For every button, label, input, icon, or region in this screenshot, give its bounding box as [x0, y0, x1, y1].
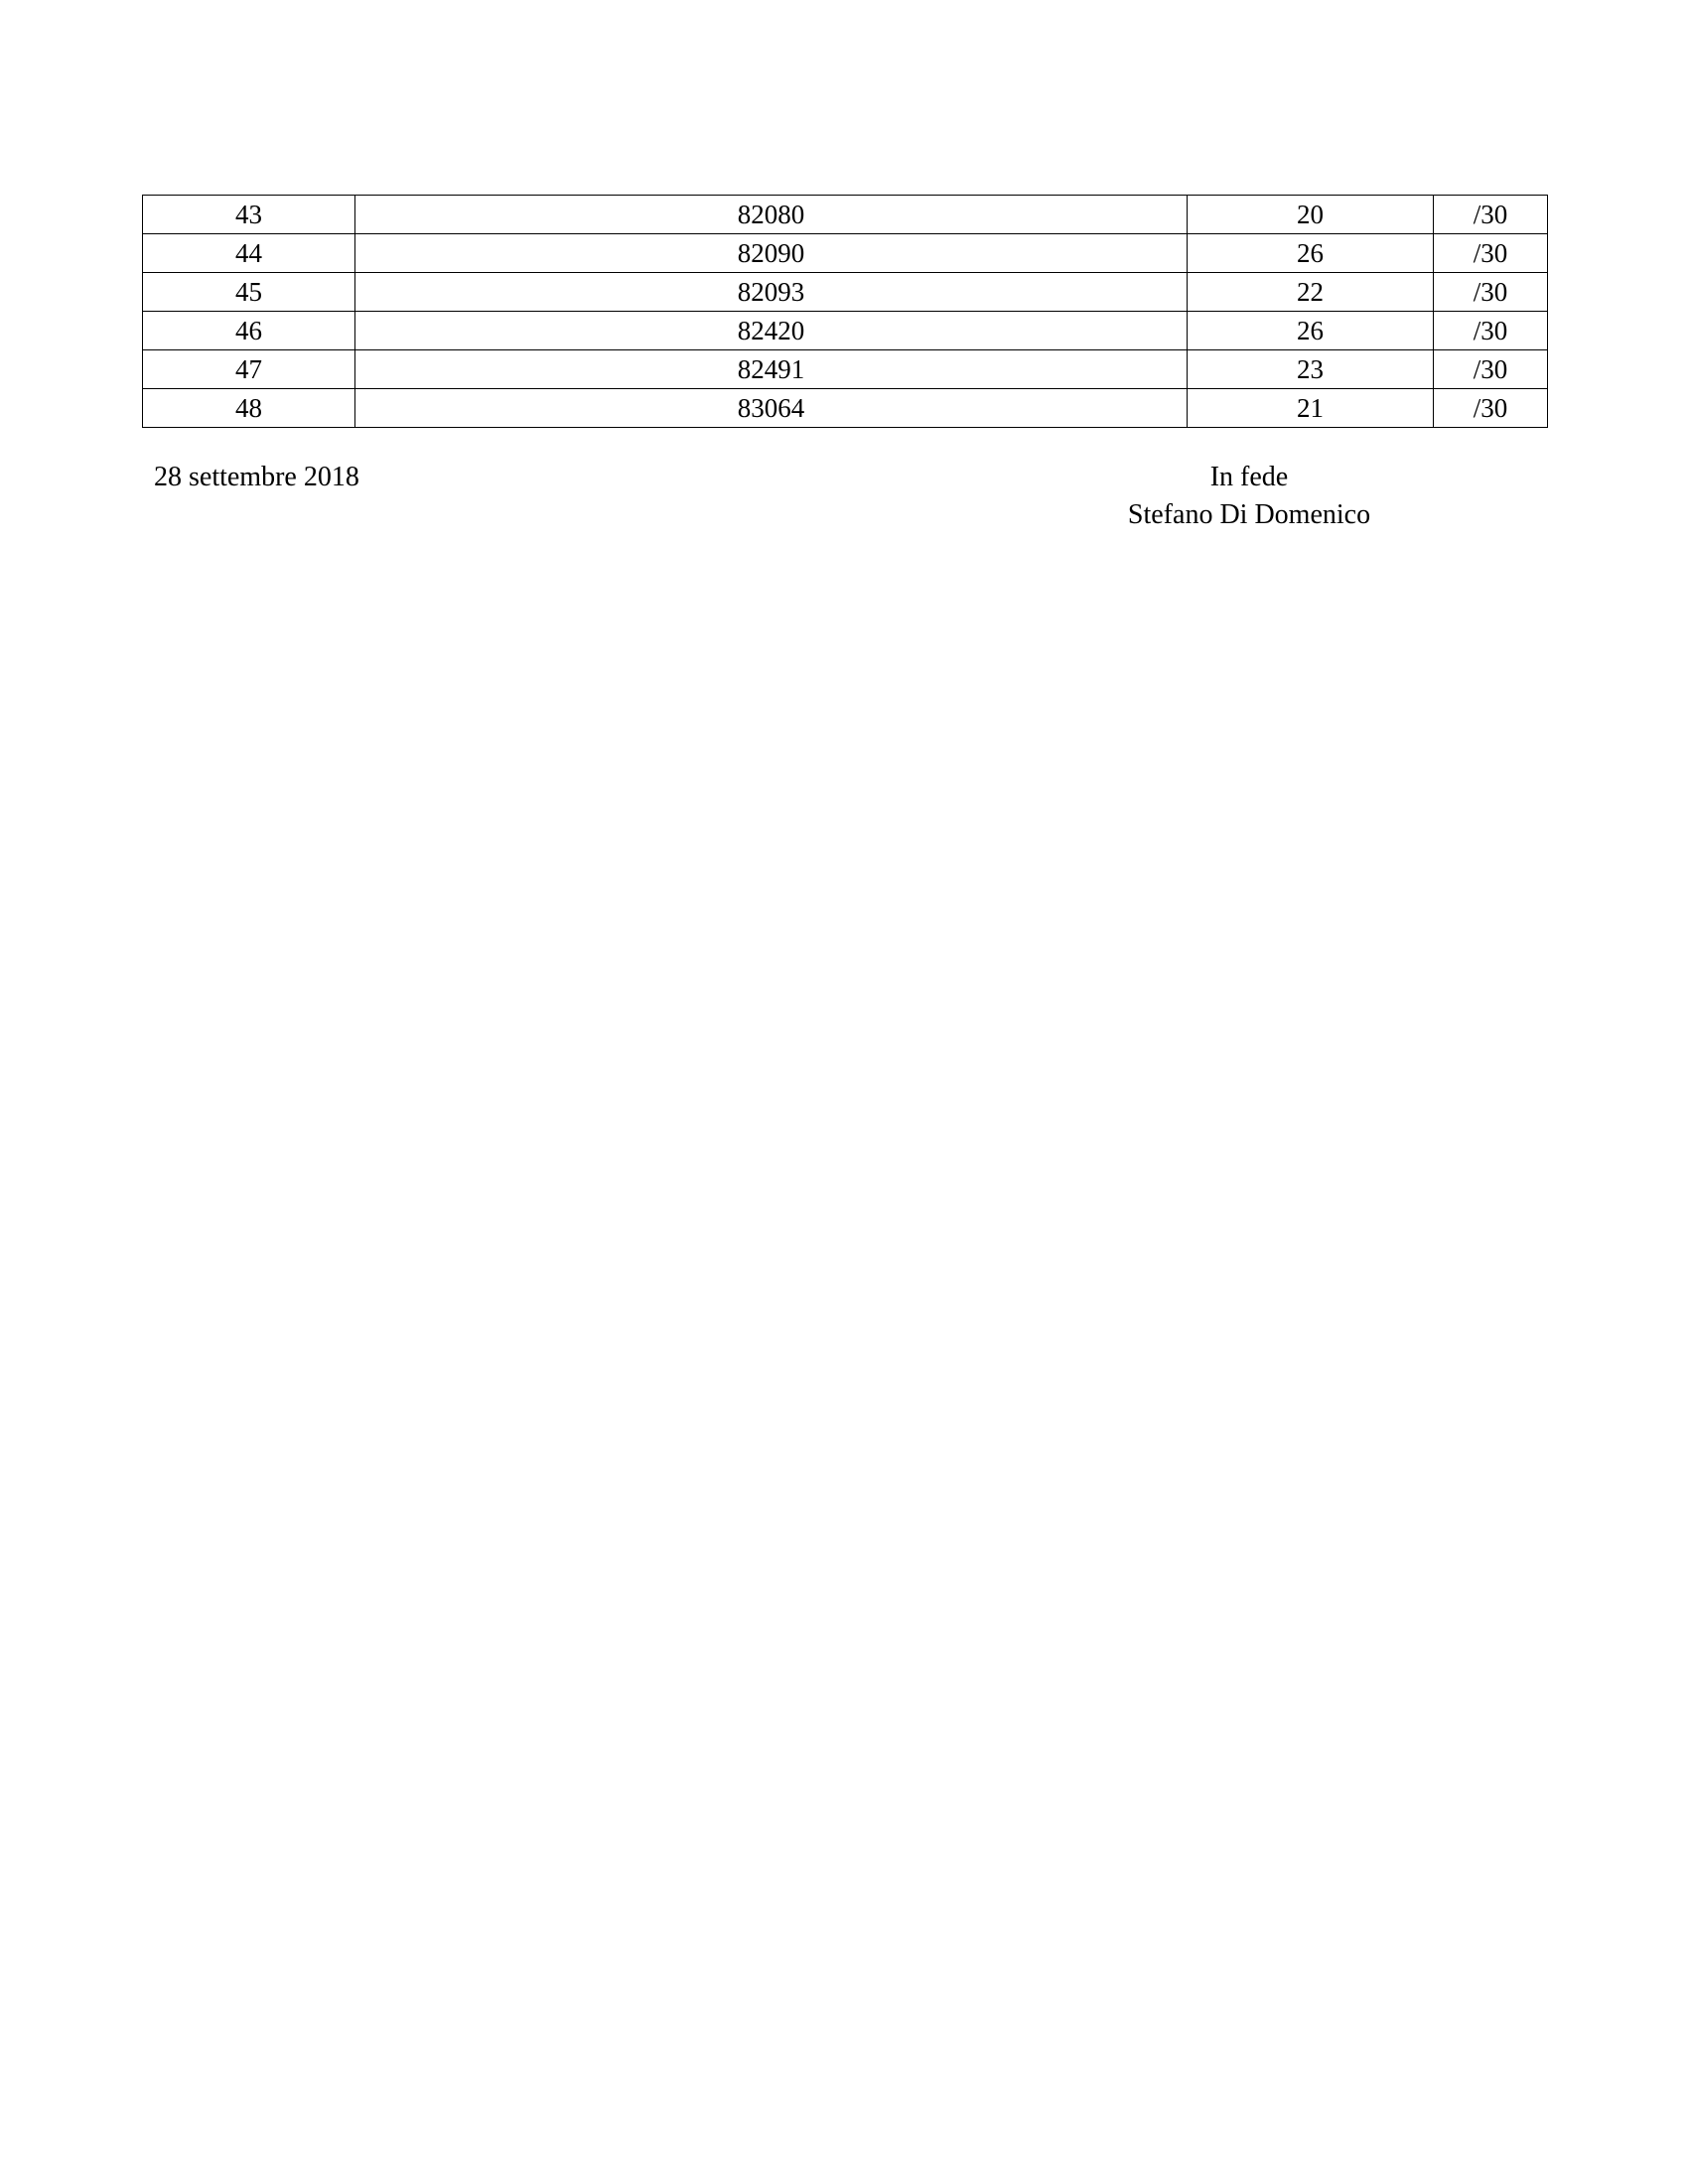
row-grade: 23 — [1188, 350, 1434, 389]
row-student-id: 82080 — [355, 196, 1188, 234]
row-index: 45 — [143, 273, 355, 312]
row-denominator: /30 — [1434, 234, 1548, 273]
row-denominator: /30 — [1434, 312, 1548, 350]
row-grade: 26 — [1188, 234, 1434, 273]
row-student-id: 82491 — [355, 350, 1188, 389]
row-student-id: 82090 — [355, 234, 1188, 273]
table-row — [143, 234, 1548, 273]
row-grade: 22 — [1188, 273, 1434, 312]
signature-closing: In fede — [1209, 462, 1289, 492]
table-row — [143, 389, 1548, 428]
signature-block — [1001, 459, 1497, 534]
table-row — [143, 312, 1548, 350]
signature-name: Stefano Di Domenico — [1127, 499, 1371, 530]
row-denominator: /30 — [1434, 350, 1548, 389]
row-denominator: /30 — [1434, 196, 1548, 234]
row-index: 46 — [143, 312, 355, 350]
row-denominator: /30 — [1434, 389, 1548, 428]
row-student-id: 82420 — [355, 312, 1188, 350]
row-grade: 26 — [1188, 312, 1434, 350]
row-student-id: 83064 — [355, 389, 1188, 428]
row-index: 47 — [143, 350, 355, 389]
table-body — [143, 196, 1548, 428]
row-index: 44 — [143, 234, 355, 273]
document-date: 28 settembre 2018 — [154, 462, 359, 492]
row-index: 48 — [143, 389, 355, 428]
row-index: 43 — [143, 196, 355, 234]
row-grade: 21 — [1188, 389, 1434, 428]
row-grade: 20 — [1188, 196, 1434, 234]
document-footer — [0, 459, 1688, 578]
table-row — [143, 273, 1548, 312]
exam-results-table — [142, 195, 1548, 428]
row-student-id: 82093 — [355, 273, 1188, 312]
row-denominator: /30 — [1434, 273, 1548, 312]
table-row — [143, 350, 1548, 389]
table-row — [143, 196, 1548, 234]
